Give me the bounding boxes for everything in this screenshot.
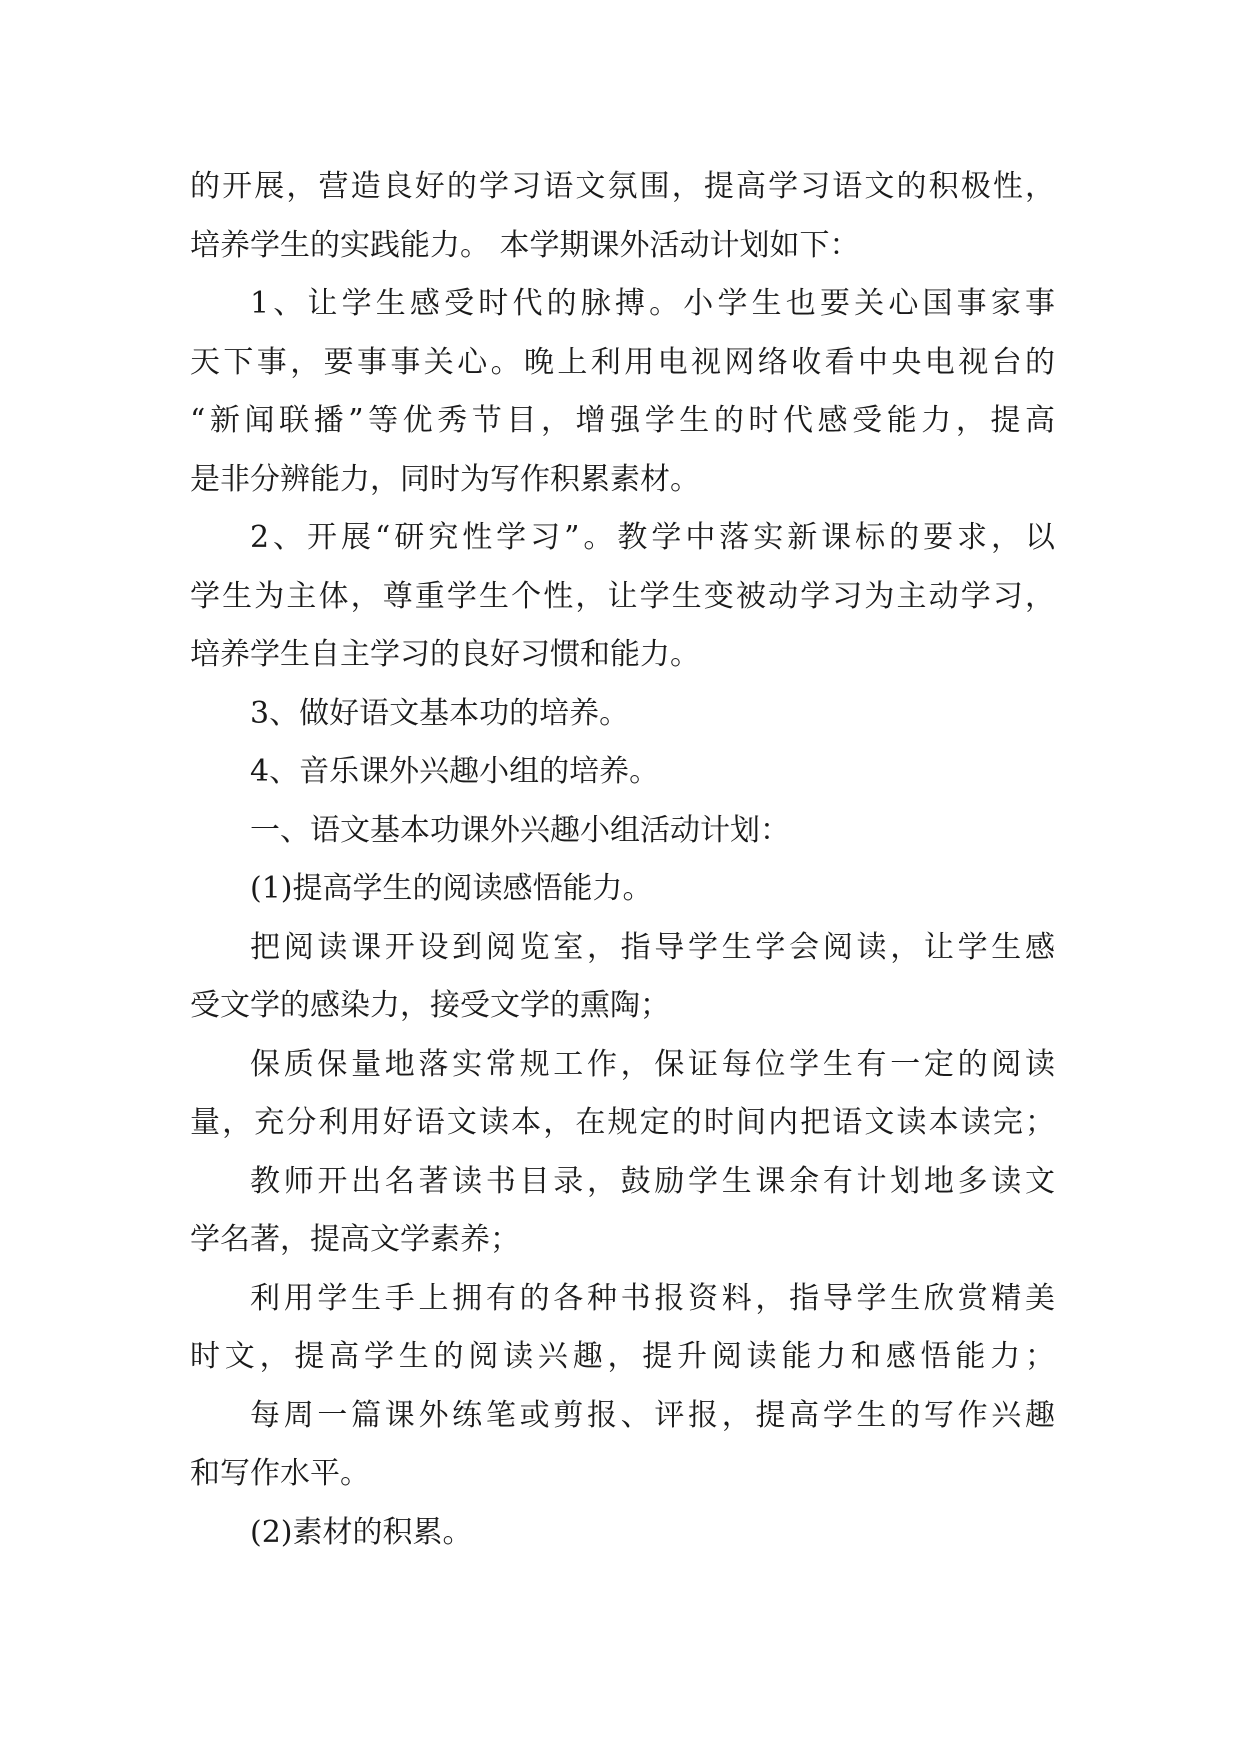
text-line: 是非分辨能力，同时为写作积累素材。 xyxy=(190,461,700,497)
text-line: 培养学生自主学习的良好习惯和能力。 xyxy=(190,637,700,672)
text-line: 每周一篇课外练笔或剪报、评报，提高学生的写作兴趣 xyxy=(250,1397,1055,1433)
text-line: 量，充分利用好语文读本，在规定的时间内把语文读本读完； xyxy=(190,1105,1055,1140)
text-line: (2)素材的积累。 xyxy=(250,1514,473,1550)
document-body xyxy=(190,158,1055,1562)
text-line: 利用学生手上拥有的各种书报资料，指导学生欣赏精美 xyxy=(250,1280,1055,1316)
text-line: 1、让学生感受时代的脉搏。小学生也要关心国事家事 xyxy=(250,286,1055,321)
text-line: 学名著，提高文学素养； xyxy=(190,1222,520,1257)
text-line: 保质保量地落实常规工作，保证每位学生有一定的阅读 xyxy=(250,1046,1055,1082)
text-line: 和写作水平。 xyxy=(190,1456,370,1491)
text-line: 教师开出名著读书目录，鼓励学生课余有计划地多读文 xyxy=(250,1163,1055,1199)
text-line: (1)提高学生的阅读感悟能力。 xyxy=(250,871,653,906)
text-line: 2、开展“研究性学习”。教学中落实新课标的要求，以 xyxy=(250,520,1055,555)
text-line: 天下事，要事事关心。晚上利用电视网络收看中央电视台的 xyxy=(190,344,1055,380)
text-line: 4、音乐课外兴趣小组的培养。 xyxy=(250,754,660,789)
text-line: 把阅读课开设到阅览室，指导学生学会阅读，让学生感 xyxy=(250,929,1055,965)
text-line: 受文学的感染力，接受文学的熏陶； xyxy=(190,988,670,1023)
text-line: 培养学生的实践能力。 本学期课外活动计划如下： xyxy=(190,227,860,263)
text-line: 一、语文基本功课外兴趣小组活动计划： xyxy=(250,812,790,848)
text-line: 学生为主体，尊重学生个性，让学生变被动学习为主动学习， xyxy=(190,578,1055,614)
text-line: 的开展，营造良好的学习语文氛围，提高学习语文的积极性， xyxy=(190,169,1055,204)
text-line: “新闻联播”等优秀节目，增强学生的时代感受能力，提高 xyxy=(190,403,1055,438)
text-line: 3、做好语文基本功的培养。 xyxy=(250,695,630,731)
text-line: 时文，提高学生的阅读兴趣，提升阅读能力和感悟能力； xyxy=(190,1339,1055,1374)
